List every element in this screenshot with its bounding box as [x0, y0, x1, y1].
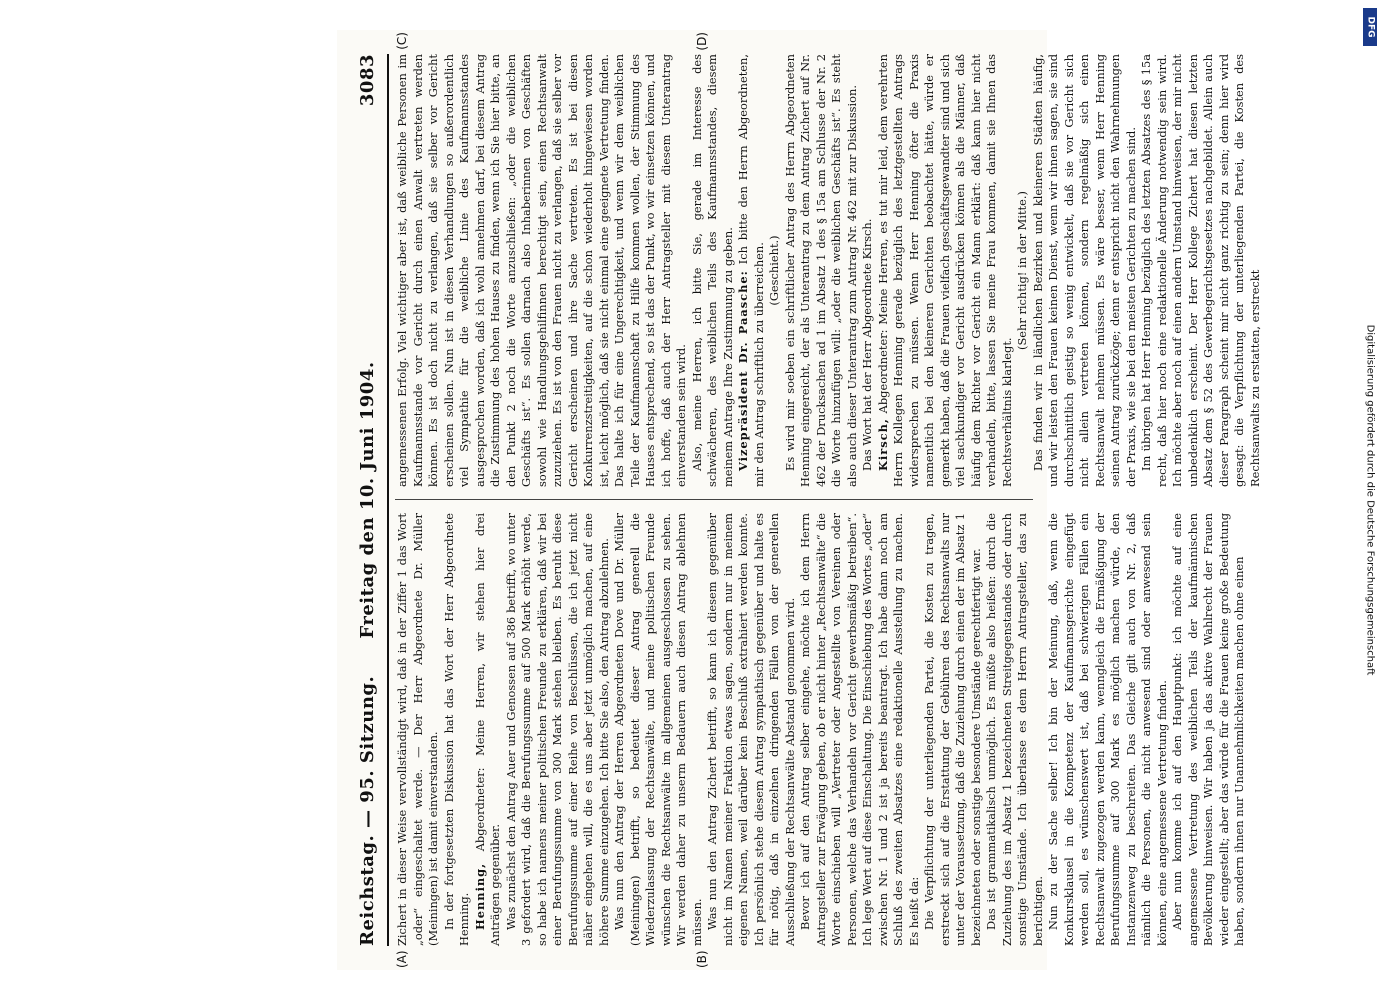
- paragraph: Kirsch, Abgeordneter: Meine Herren, es tut mir leid, dem verehrten Herrn Kollegen Henning gerade bezüglich des letztgestellten Antrags widersprechen zu müssen. Wenn Herr Henning öfter die Praxis namentlich bei den kleineren Gerichten beobachtet hätte, würde er gemerkt haben, daß die Frauen vielfach geschäftsgewandter sind und sich viel sachkundiger vor Gericht ausdrücken können als die Männer, daß häufig dem Richter vor Gericht ein Mann erklärt: daß kann hier nicht verhandeln, bitte, lassen Sie meine Frau kommen, damit sie Ihnen das Rechtsverhältnis klarlegt.: [875, 54, 1013, 487]
- margin-mark-c: (C): [394, 32, 409, 50]
- page-number: 3083: [356, 53, 378, 107]
- paragraph: Also, meine Herren, ich bitte Sie, gerade im Interesse des schwächeren, des weiblichen Teils des Kaufmannsstandes, diesem meinem Antrage Ihre Zustimmung zu geben.: [689, 54, 734, 487]
- stage-direction: (Geschieht.): [766, 235, 781, 306]
- stage-direction: (Sehr richtig! in der Mitte.): [1014, 191, 1029, 350]
- speaker-name: Henning,: [472, 862, 486, 930]
- speaker-name: Vizepräsident Dr. Paasche:: [735, 270, 750, 471]
- margin-mark-d: (D): [694, 32, 709, 51]
- paragraph: Zichert in dieser Weise vervollständigt wird, daß in der Ziffer 1 das Wort „oder“ eingeschaltet werde. — Der Herr Abgeordnete Dr. Müller (Meiningen) ist damit einverstanden.: [394, 513, 440, 946]
- paragraph: Was nun den Antrag Zichert betrifft, so kann ich diesem gegenüber nicht im Namen meiner Fraktion etwas sagen, sondern nur in meinem eigenen Namen, weil darüber kein Beschluß extrahiert werden konnte. Ich persönlich stehe diesem Antrag sympathisch gegenüber und halte es für nötig, daß in einzelnen dringenden Fällen von der generellen Ausschließung der Rechtsanwälte Abstand genommen wird.: [704, 513, 796, 946]
- paragraph: Das ist grammatikalisch unmöglich. Es müßte also heißen: durch die Zuziehung des im Absatz 1 bezeichneten Streitgegenstandes oder durch sonstige Umstände. Ich überlasse es dem Herrn Antragsteller, das zu berichtigen.: [983, 513, 1044, 946]
- paragraph: Aber nun komme ich auf den Hauptpunkt: ich möchte auf eine angemessene Vertretung des weiblichen Teils der kaufmännischen Bevölkerung hinweisen. Wir haben ja das aktive Wahlrecht der Frauen wieder eingestellt; aber das würde für die Frauen keine große Bedeutung haben, sondern ihnen nur Unannehmlichkeiten machen ohne einen: [1169, 513, 1246, 946]
- column-left: [394, 513, 1246, 946]
- margin-mark-b: (B): [694, 950, 709, 968]
- paragraph: Was nun den Antrag der Herren Abgeordneten Dove und Dr. Müller (Meiningen) betrifft, so bedeutet dieser Antrag generell die Wiederzulassung der Rechtsanwälte, und meine politischen Freunde wünschen die Rechtsanwälte im allgemeinen ausgeschlossen zu sehen. Wir werden daher zu unserm Bedauern auch diesen Antrag ablehnen müssen.: [611, 513, 703, 946]
- column-divider: [395, 499, 1033, 500]
- paragraph: Henning, Abgeordneter: Meine Herren, wir stehen hier drei Anträgen gegenüber.: [472, 513, 502, 946]
- paragraph: Vizepräsident Dr. Paasche: Ich bitte den Herrn Abgeordneten, mir den Antrag schriftlich zu überreichen.: [735, 54, 765, 487]
- paragraph: Nun zu der Sache selber! Ich bin der Meinung, daß, wenn die Konkursklausel in die Kompetenz der Kaufmannsgerichte eingefügt werden soll, es wünschenswert ist, daß bei schwierigen Fällen ein Rechtsanwalt zugezogen werden kann, wenngleich die Ermäßigung der Berufungssumme auf 300 Mark es möglich machen würde, den Instanzenweg zu beschreiten. Das Gleiche gilt auch von Nr. 2, daß nämlich die Personen, die nicht anwesend sind oder anwesend sein können, eine angemessene Vertretung finden.: [1045, 513, 1168, 946]
- header-left: Reichstag. — 95. Sitzung.: [356, 675, 378, 946]
- text-columns: [394, 32, 1261, 968]
- paragraph: Das finden wir in ländlichen Bezirken und kleineren Städten häufig, und wir leisten den Frauen keinen Dienst, wenn wir ihnen sagen, sie sind durchschnittlich geistig so wenig entwickelt, daß sie vor Gericht sich nicht allein vertreten können, sondern regelmäßig sich einen Rechtsanwalt nehmen müssen. Es wäre besser, wenn Herr Henning seinen Antrag zurückzöge; denn er entspricht nicht den Wahrnehmungen der Praxis, wie sie bei den meisten Gerichten zu machen sind.: [1030, 54, 1137, 487]
- paragraph: angemessenen Erfolg. Viel wichtiger aber ist, daß weibliche Personen im Kaufmannsstande vor Gericht durch einen Anwalt vertreten werden können. Es ist doch nicht zu verlangen, daß sie selber vor Gericht erscheinen sollen. Nun ist in diesen Verhandlungen so außerordentlich viel Sympathie für die weibliche Linie des Kaufmannsstandes ausgesprochen worden, daß ich wohl annehmen darf, bei diesem Antrag die Zustimmung des hohen Hauses zu finden, wenn ich Sie hier bitte, an den Punkt 2 noch die Worte anzuschließen: „oder die weiblichen Geschäfts ist“. Es sollen darnach also Inhaberinnen von Geschäften sowohl wie Handlungsgehilfinnen berechtigt sein, einen Rechtsanwalt zuzuziehen. Es ist von den Frauen nicht zu verlangen, daß sie selber vor Gericht erscheinen und ihre Sache vertreten. Es ist bei diesen Konkurrenzstreitigkeiten, auf die schon wiederholt hingewiesen worden ist, leicht möglich, daß sie nicht einmal eine geeignete Vertretung finden. Das halte ich für eine Ungerechtigkeit, und wenn wir dem weiblichen Teile der Kaufmannschaft zu Hilfe kommen wollen, der Stimmung des Hauses entsprechend, so ist das der Punkt, wo wir einsetzen können, und ich hoffe, daß auch der Herr Antragsteller mit diesem Unterantrag einverstanden sein wird.: [394, 54, 688, 487]
- paragraph: Bevor ich auf den Antrag selber eingehe, möchte ich dem Herrn Antragsteller zur Erwägung geben, ob er nicht hinter „Rechtsanwälte“ die Worte einschieben will „Vertreter oder Angestellte von Vereinen oder Personen, welche das Verhandeln vor Gericht gewerbsmäßig betreiben“. Ich lege Wert auf diese Einschaltung. Die Einschiebung des Wortes „oder“ zwischen Nr. 1 und 2 ist ja bereits beantragt. Ich habe dann noch am Schluß des zweiten Absatzes eine redaktionelle Ausstellung zu machen. Es heißt da:: [797, 513, 920, 946]
- paragraph: Es wird mir soeben ein schriftlicher Antrag des Herrn Abgeordneten Henning eingereicht, der als Unterantrag zu dem Antrag Zichert auf Nr. 462 der Drucksachen ad 1 im Absatz 1 des § 15a am Schlusse der Nr. 2 die Worte hinzufügen will: „oder die weiblichen Geschäfts ist“. Es steht also auch dieser Unterantrag zum Antrag Nr. 462 mit zur Diskussion.: [782, 54, 858, 487]
- dfg-logo: DFG: [1363, 8, 1377, 46]
- page-header: [357, 54, 389, 946]
- paragraph: Was zunächst den Antrag Auer und Genossen auf 386 betrifft, wo unter 3 gefordert wird, daß die Berufungssumme auf 500 Mark erhöht werde, so habe ich namens meiner politischen Freunde zu erklären, daß wir bei einer Berufungssumme von 300 Mark stehen bleiben. Es beruht diese Berufungssumme auf einer Reihe von Beschlüssen, die ich jetzt nicht näher eingehen will, die es uns aber jetzt unmöglich machen, auf eine höhere Summe einzugehen. Ich bitte Sie also, den Antrag abzulehnen.: [503, 513, 610, 946]
- paragraph: In der fortgesetzten Diskussion hat das Wort der Herr Abgeordnete Henning.: [441, 513, 471, 946]
- column-right: [394, 54, 1261, 487]
- digitization-credit: Digitalisierung gefördert durch die Deutsche Forschungsgemeinschaft: [1364, 324, 1376, 676]
- paragraph: Im übrigen hat Herr Henning bezüglich des letzten Absatzes des § 15a recht, daß hier noch eine redaktionelle Änderung notwendig sein wird. Ich möchte aber noch auf einen andern Umstand hinweisen, der mir nicht unbedenklich erscheint. Der Herr Kollege Zichert hat diesen letzten Absatz dem § 52 des Gewerbegerichtsgesetzes nachgebildet. Allein auch dieser Paragraph scheint mir nicht ganz richtig zu sein; denn hier wird gesagt: die Verpflichtung der unterliegenden Partei, die Kosten des Rechtsanwalts zu erstatten, erstreckt: [1138, 54, 1261, 487]
- margin-mark-a: (A): [394, 950, 409, 968]
- header-date: Freitag den 10. Juni 1904.: [356, 361, 378, 639]
- paragraph: Das Wort hat der Herr Abgeordnete Kirsch.: [859, 218, 874, 471]
- rotated-page: [337, 30, 1261, 970]
- quoted-paragraph: Die Verpflichtung der unterliegenden Partei, die Kosten zu tragen, erstreckt sich auf die Erstattung der Gebühren des Rechtsanwalts nur unter der Voraussetzung, daß die Zuziehung durch einen der im Absatz 1 bezeichneten oder sonstige besondere Umstände gerechtfertigt war.: [921, 513, 982, 946]
- speaker-name: Kirsch,: [875, 418, 889, 471]
